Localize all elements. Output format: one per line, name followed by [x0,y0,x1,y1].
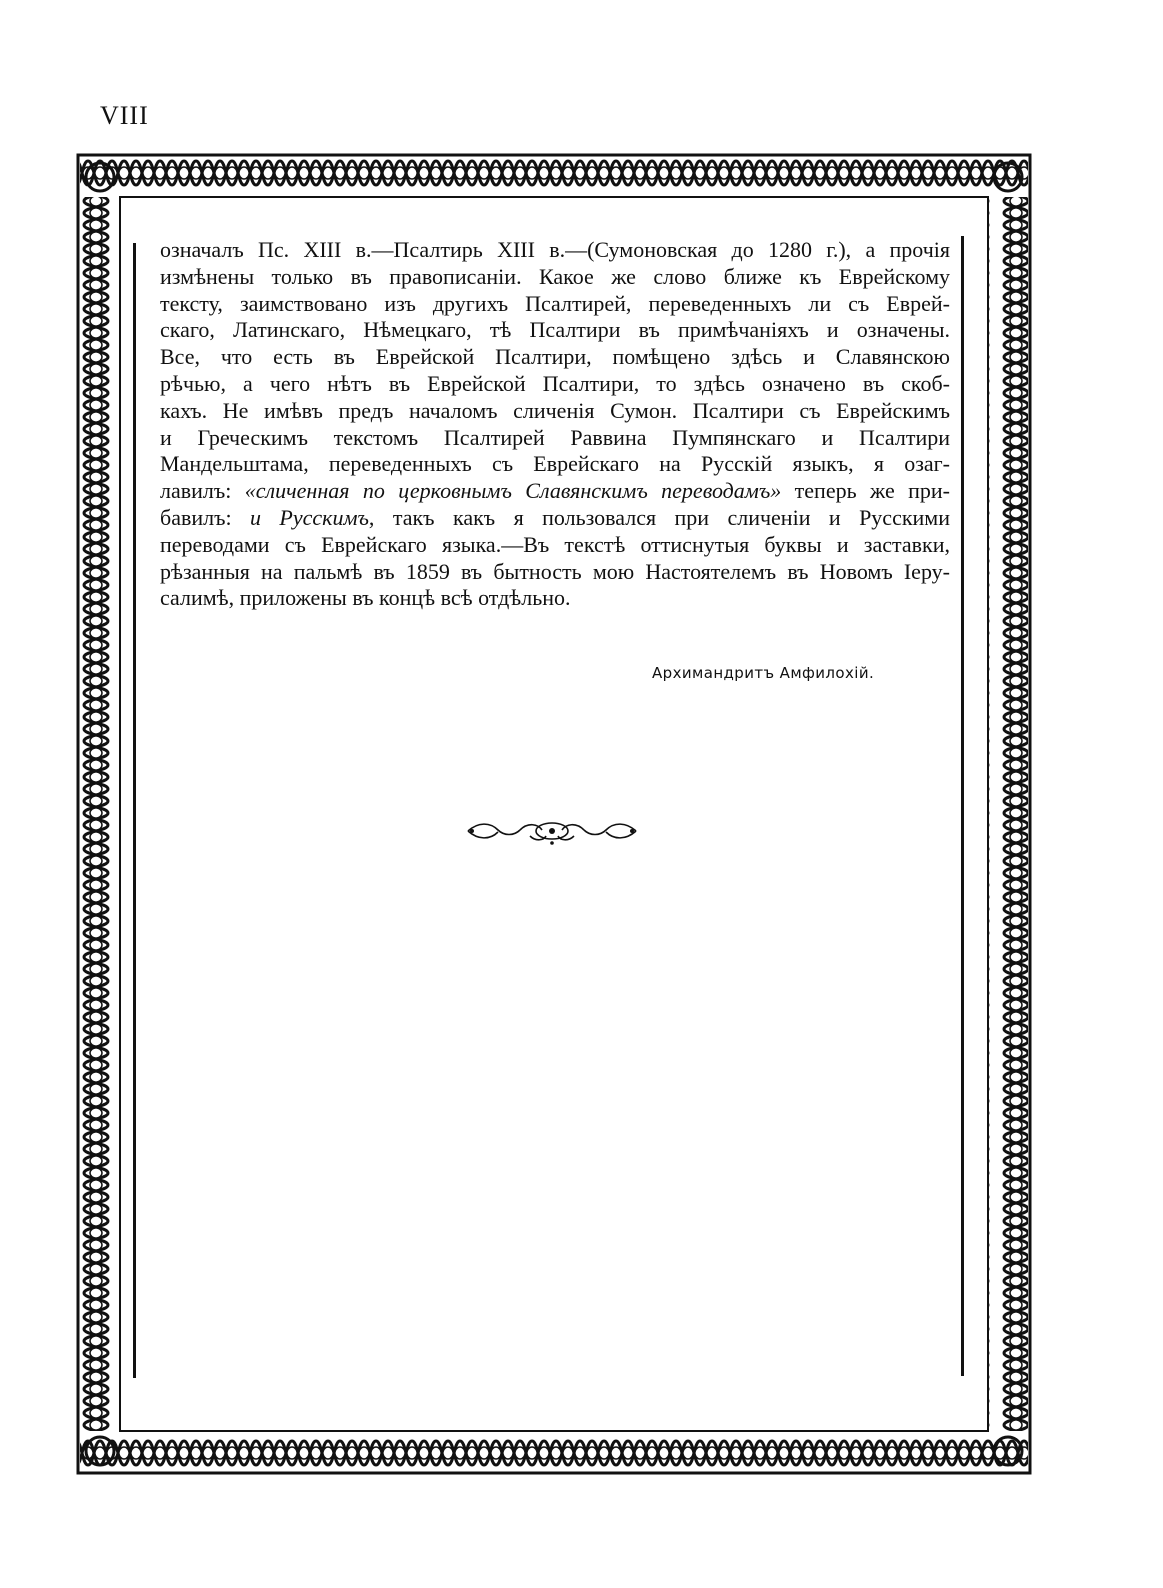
text-line: Все, что есть въ Еврейской Псалтири, помѣщено здѣсь и Славянскою [160,344,950,370]
text-segment: теперь же при- [781,478,951,504]
text-line: Мандельштама, переведенныхъ съ Еврейскаго на Русскiй языкъ, я озаг- [160,451,950,477]
left-margin-rule [133,243,136,1378]
tailpiece-ornament-icon [464,816,640,846]
signature: Архимандритъ Амфилохiй. [652,664,875,682]
text-line: скаго, Латинскаго, Нѣмецкаго, тѣ Псалтири въ примѣчанiяхъ и означены. [160,317,950,343]
text-line: тексту, заимствовано изъ другихъ Псалтирей, переведенныхъ ли съ Еврей- [160,290,950,316]
text-line: переводами съ Еврейскаго языка.—Въ текстѣ оттиснутыя буквы и заставки, [160,531,950,557]
preface-body-text [160,237,950,612]
text-line: салимѣ, приложены въ концѣ всѣ отдѣльно. [160,585,571,611]
text-line-with-italic [160,478,950,505]
text-line: кахъ. Не имѣвъ предъ началомъ сличенiя Сумон. Псалтири съ Еврейскимъ [160,397,950,423]
text-line: означалъ Пс. XIII в.—Псалтирь XIII в.—(Сумоновская до 1280 г.), а прочiя [160,237,950,262]
text-line: рѣчью, а чего нѣтъ въ Еврейской Псалтири, то здѣсь означено въ скоб- [160,370,950,396]
text-segment: , такъ какъ я пользовался при сличенiи и Русскими [368,504,950,530]
text-line: рѣзанныя на пальмѣ въ 1859 въ бытность мою Настоятелемъ въ Новомъ Iеру- [160,558,950,584]
right-margin-rule [961,236,964,1376]
text-line-with-italic [160,505,950,532]
text-segment: бавилъ: [160,504,251,530]
text-line: и Греческимъ текстомъ Псалтирей Раввина Пумпянскаго и Псалтири [160,424,950,450]
italic-quote: «сличенная по церковнымъ Славянскимъ переводамъ» [244,478,782,504]
italic-phrase: и Русскимъ [250,504,369,530]
text-line: измѣнены только въ правописанiи. Какое же слово ближе къ Еврейскому [160,263,950,289]
page-number: VIII [100,101,149,130]
text-segment: лавилъ: [160,478,245,504]
